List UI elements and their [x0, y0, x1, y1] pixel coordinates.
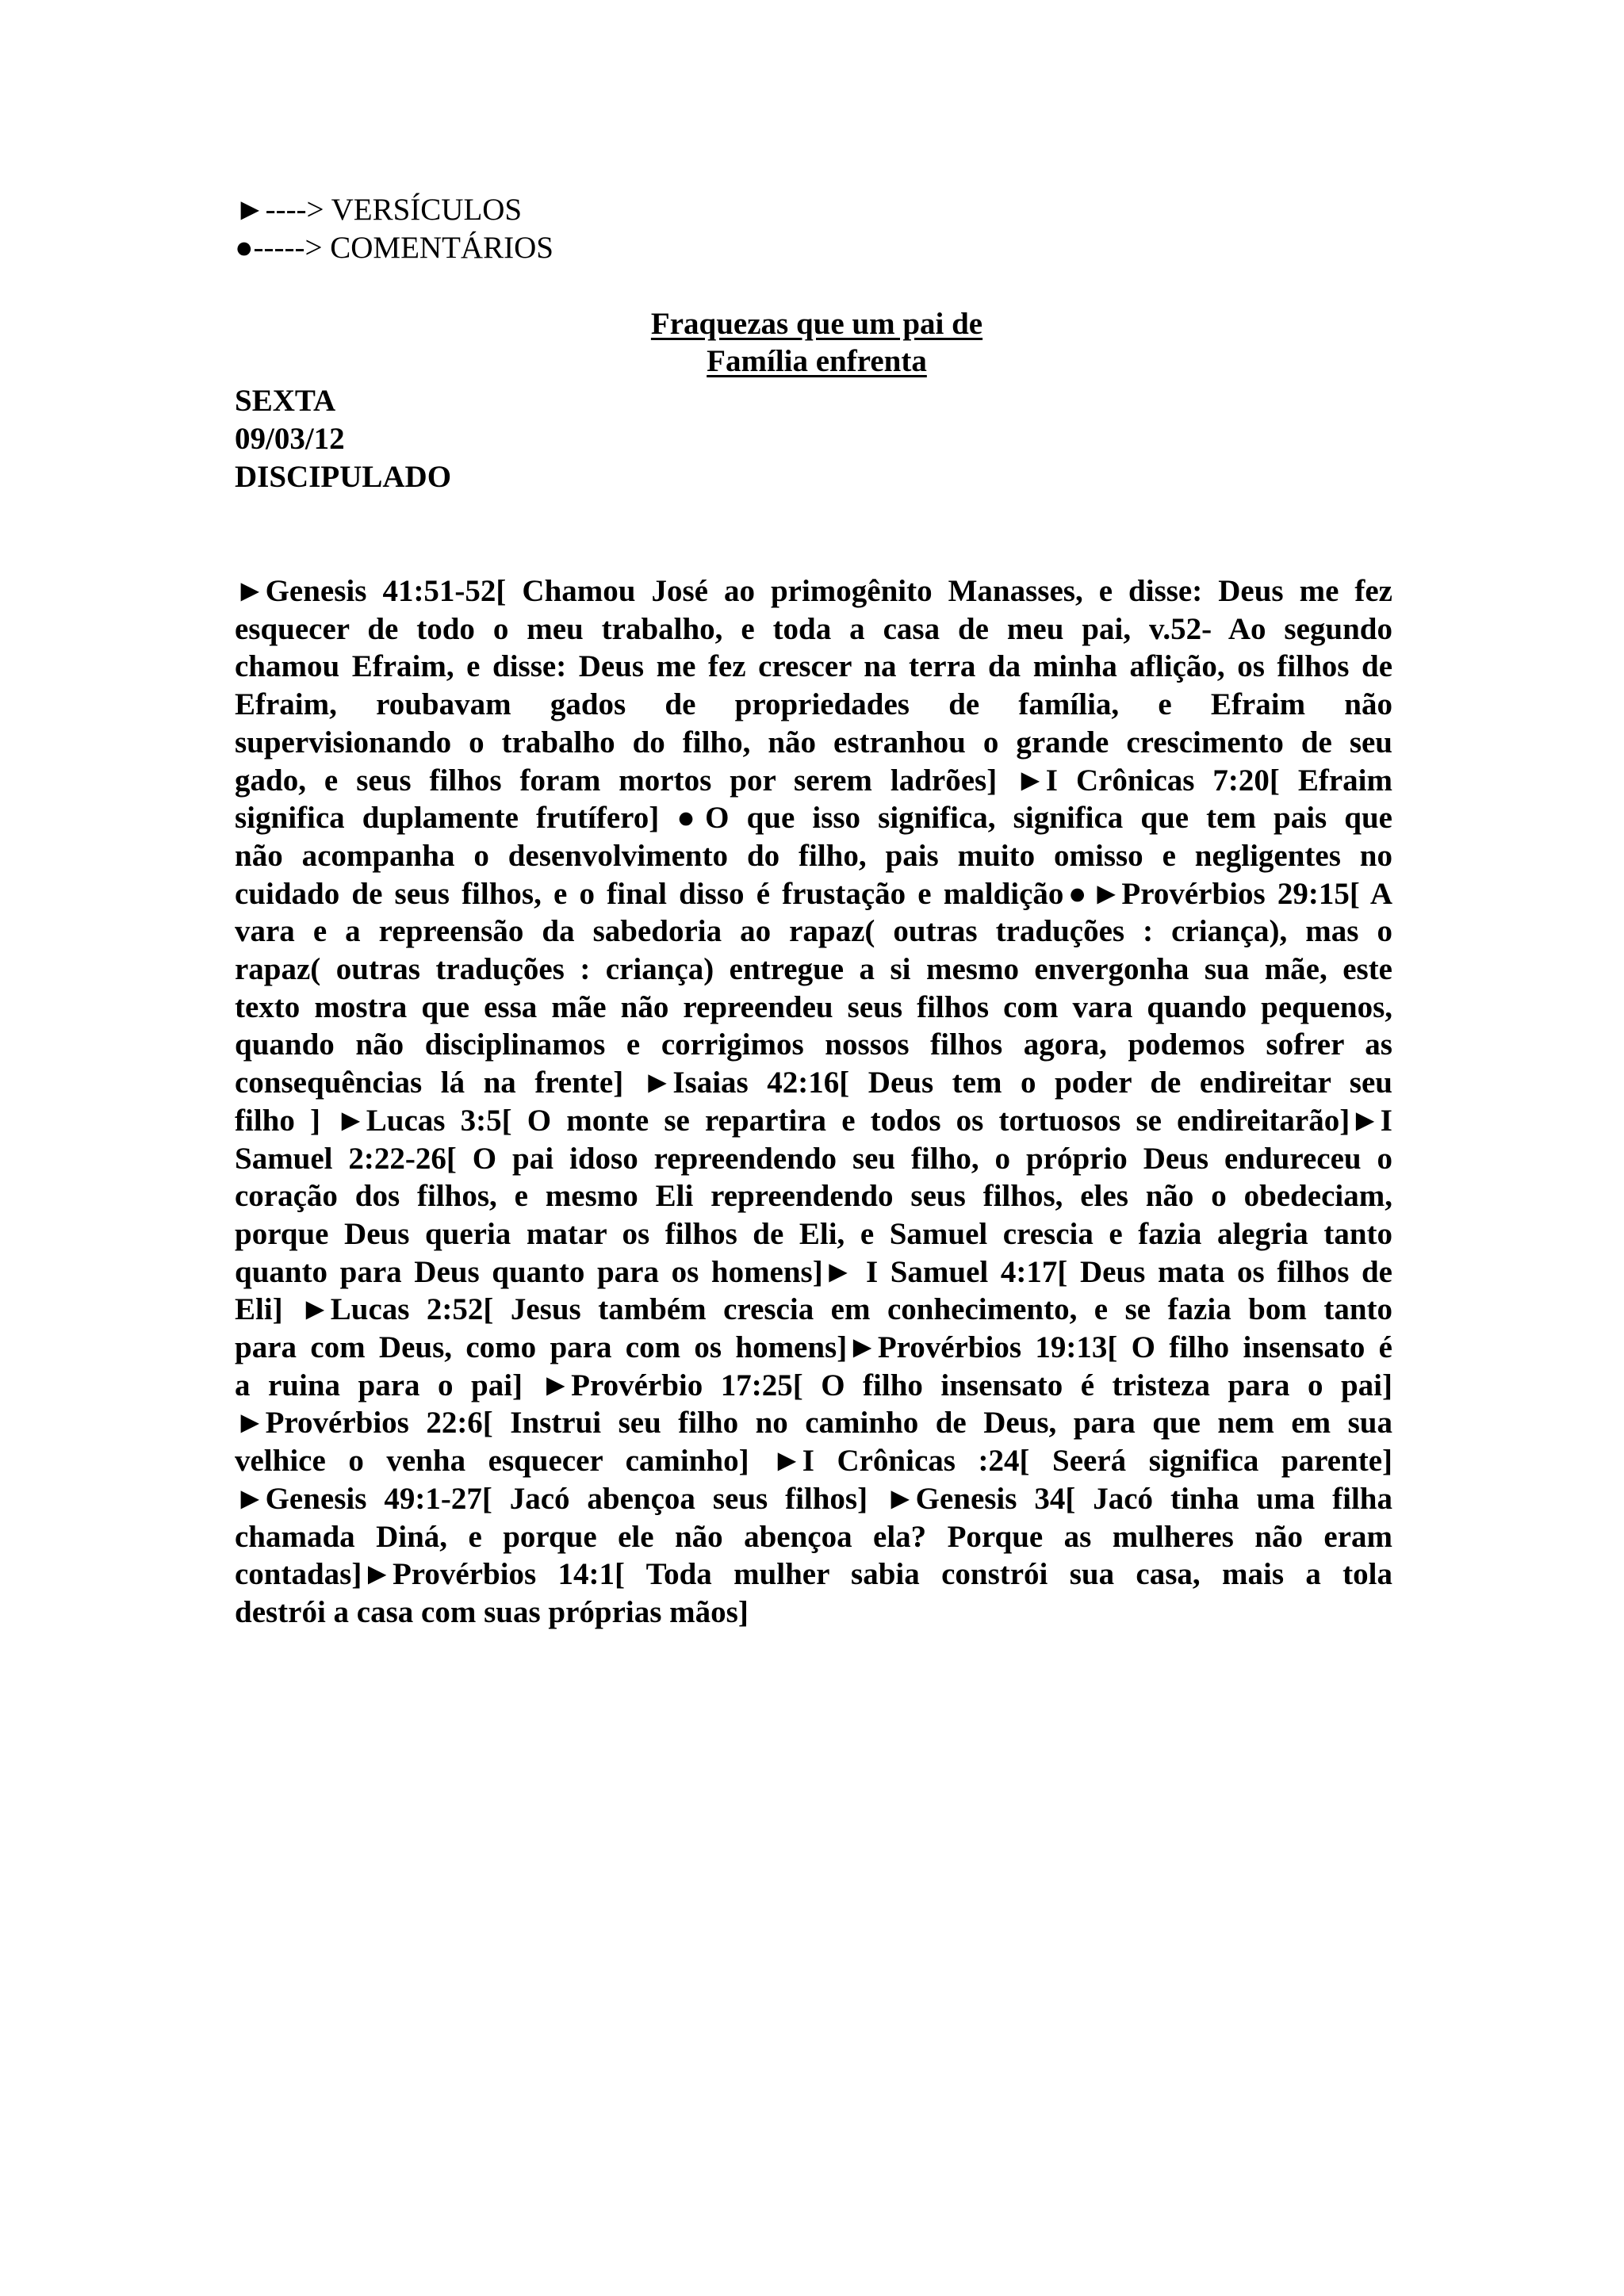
body-line: cuidado de seus filhos, e o final disso é frustação e maldição●►Provérbios 29:15[ A — [235, 876, 1392, 911]
document-title — [603, 305, 1031, 380]
body-line: Eli] ►Lucas 2:52[ Jesus também crescia em conhecimento, e se fazia bom tanto — [235, 1292, 1392, 1327]
body-line: Efraim, roubavam gados de propriedades de família, e Efraim não — [235, 687, 1392, 722]
body-line: chamada Diná, e porque ele não abençoa ela? Porque as mulheres não eram — [235, 1519, 1392, 1554]
body-line-last: destrói a casa com suas próprias mãos] — [235, 1594, 749, 1629]
body-line: significa duplamente frutífero] ●O que isso significa, significa que tem pais que — [235, 801, 1392, 836]
body-line: rapaz( outras traduções : criança) entregue a si mesmo envergonha sua mãe, este — [235, 952, 1392, 987]
title-line-1: Fraquezas que um pai de — [650, 307, 983, 341]
body-line: vara e a repreensão da sabedoria ao rapaz( outras traduções : criança), mas o — [235, 914, 1392, 949]
body-line: quando não disciplinamos e corrigimos nossos filhos agora, podemos sofrer as — [235, 1027, 1392, 1062]
body-line: ►Genesis 41:51-52[ Chamou José ao primogênito Manasses, e disse: Deus me fez — [235, 574, 1392, 608]
body-line: a ruina para o pai] ►Provérbio 17:25[ O filho insensato é tristeza para o pai] — [235, 1368, 1392, 1402]
document-meta — [235, 382, 451, 496]
body-line: contadas]►Provérbios 14:1[ Toda mulher sabia constrói sua casa, mais a tola — [235, 1557, 1392, 1592]
meta-date: 09/03/12 — [235, 422, 345, 456]
body-line: filho ] ►Lucas 3:5[ O monte se repartira e todos os tortuosos se endireitarão]►I — [235, 1103, 1392, 1138]
body-line: quanto para Deus quanto para os homens]► I Samuel 4:17[ Deus mata os filhos de — [235, 1254, 1392, 1289]
body-line: não acompanha o desenvolvimento do filho, pais muito omisso e negligentes no — [235, 838, 1392, 873]
body-line: ►Provérbios 22:6[ Instrui seu filho no caminho de Deus, para que nem em sua — [235, 1406, 1392, 1441]
meta-category: DISCIPULADO — [235, 460, 452, 494]
meta-day: SEXTA — [235, 384, 336, 418]
body-line: porque Deus queria matar os filhos de Eli, e Samuel crescia e fazia alegria tanto — [235, 1216, 1392, 1251]
body-line: chamou Efraim, e disse: Deus me fez crescer na terra da minha aflição, os filhos de — [235, 649, 1392, 684]
symbol-legend — [235, 191, 553, 267]
legend-verses: ►----> VERSÍCULOS — [235, 193, 523, 227]
body-line: texto mostra que essa mãe não repreendeu seus filhos com vara quando pequenos, — [235, 989, 1392, 1024]
body-line: velhice o venha esquecer caminho] ►I Crônicas :24[ Seerá significa parente] — [235, 1444, 1392, 1479]
title-line-2: Família enfrenta — [707, 344, 927, 378]
body-line: ►Genesis 49:1-27[ Jacó abençoa seus filhos] ►Genesis 34[ Jacó tinha uma filha — [235, 1481, 1392, 1516]
body-line: consequências lá na frente] ►Isaias 42:16[ Deus tem o poder de endireitar seu — [235, 1066, 1392, 1100]
body-line: para com Deus, como para com os homens]►Provérbios 19:13[ O filho insensato é — [235, 1330, 1392, 1365]
body-paragraph — [235, 572, 1392, 1632]
body-line: Samuel 2:22-26[ O pai idoso repreendendo seu filho, o próprio Deus endureceu o — [235, 1141, 1392, 1176]
body-line: esquecer de todo o meu trabalho, e toda a casa de meu pai, v.52- Ao segundo — [235, 611, 1392, 646]
body-line: supervisionando o trabalho do filho, não estranhou o grande crescimento de seu — [235, 725, 1392, 760]
body-line: gado, e seus filhos foram mortos por serem ladrões] ►I Crônicas 7:20[ Efraim — [235, 763, 1392, 798]
body-line: coração dos filhos, e mesmo Eli repreendendo seus filhos, eles não o obedeciam, — [235, 1179, 1392, 1214]
legend-comments: ●-----> COMENTÁRIOS — [235, 231, 553, 265]
